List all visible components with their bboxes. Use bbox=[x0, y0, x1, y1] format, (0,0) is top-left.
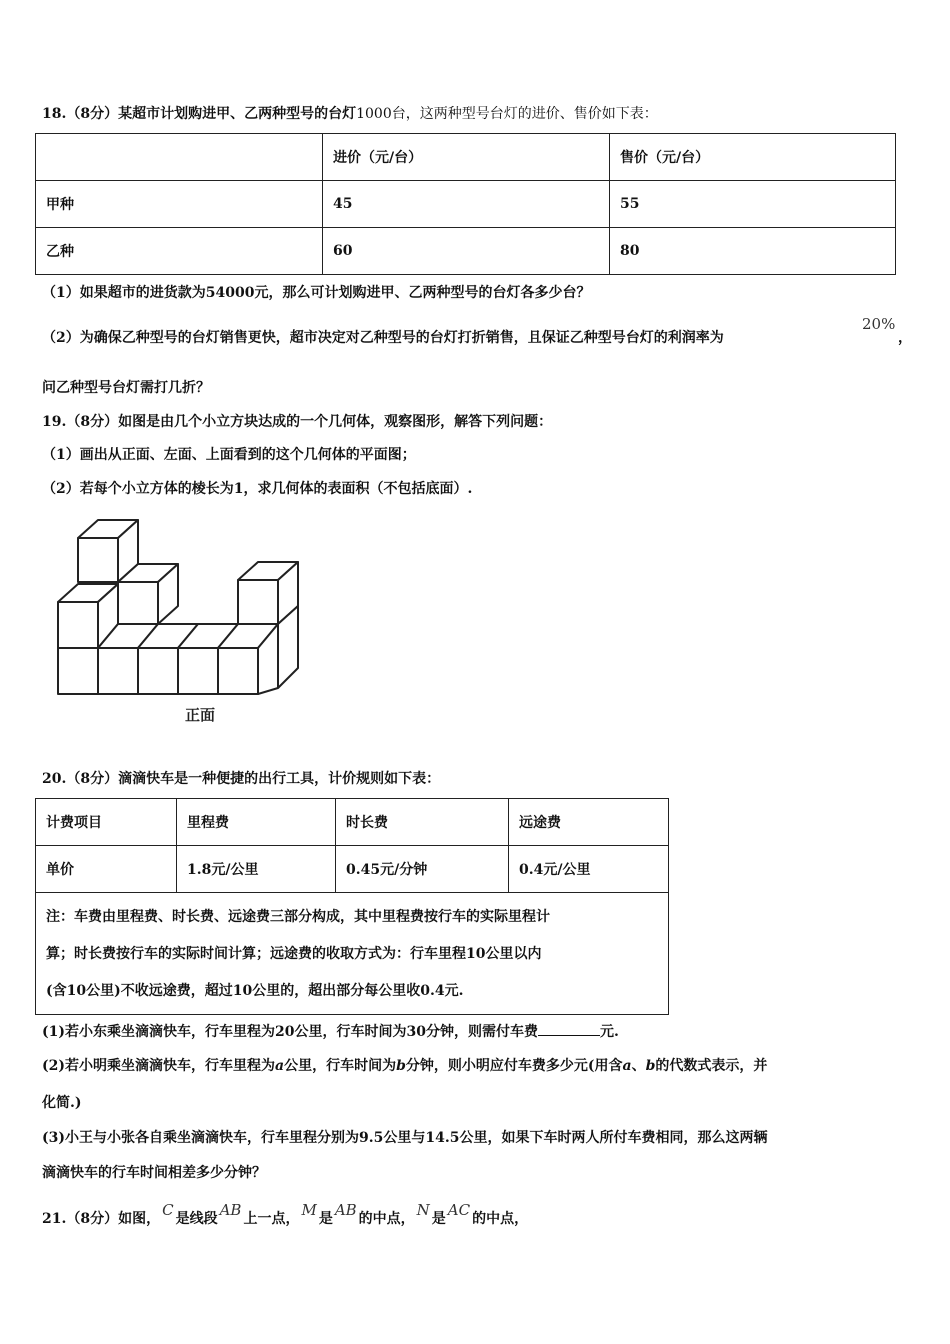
table-cell bbox=[36, 134, 323, 181]
q18-profit-rate bbox=[862, 315, 895, 333]
table-row bbox=[36, 181, 896, 228]
table-cell: 60 bbox=[323, 228, 610, 275]
cube-face bbox=[178, 648, 218, 694]
q18-part2-text: （2）为确保乙种型号的台灯销售更快，超市决定对乙种型号的台灯打折销售，且保证乙种型号台灯的利润率为 bbox=[42, 330, 724, 346]
table-cell: 55 bbox=[610, 181, 896, 228]
q21-text: 上一点， bbox=[243, 1211, 300, 1227]
table-cell: 乙种 bbox=[36, 228, 323, 275]
q20-part2-text: (2)若小明乘坐滴滴快车，行车里程为 bbox=[42, 1058, 275, 1074]
q20-part2-text: 公里，行车时间为 bbox=[284, 1058, 397, 1074]
segment-ab: AB bbox=[219, 1201, 242, 1219]
variable-a: a bbox=[275, 1058, 285, 1074]
q18-part2-line2: 问乙种型号台灯需打几折？ bbox=[42, 380, 210, 396]
table-row bbox=[36, 799, 669, 846]
q18-head-tail: 台，这两种型号台灯的进价、售价如下表： bbox=[391, 106, 658, 122]
cube-face bbox=[58, 648, 98, 694]
q18-head-text: 18.（8分）某超市计划购进甲、乙两种型号的台灯 bbox=[42, 106, 357, 122]
q21-heading bbox=[42, 1201, 529, 1228]
point-m: M bbox=[301, 1201, 317, 1219]
fare-note-line: (含10公里)不收远途费，超过10公里的，超出部分每公里收0.4元. bbox=[46, 983, 464, 999]
q20-part3-line1: (3)小王与小张各自乘坐滴滴快车，行车里程分别为9.5公里与14.5公里，如果下车时两人所付车费相同，那么这两辆 bbox=[42, 1130, 768, 1146]
q18-comma: ， bbox=[898, 330, 912, 346]
cube-face bbox=[138, 648, 178, 694]
q21-text: 的中点， bbox=[472, 1211, 529, 1227]
cube-face bbox=[58, 602, 98, 648]
cube-face bbox=[238, 580, 278, 624]
q20-part2-text: 的代数式表示，并 bbox=[655, 1058, 768, 1074]
variable-b: b bbox=[396, 1058, 406, 1074]
table-header-cell: 售价（元/台） bbox=[610, 134, 896, 181]
q20-part2-text: 、 bbox=[631, 1058, 646, 1074]
table-header-cell: 里程费 bbox=[177, 799, 336, 846]
point-n: N bbox=[416, 1201, 430, 1219]
variable-b: b bbox=[645, 1058, 656, 1074]
cube-face bbox=[98, 648, 138, 694]
table-row bbox=[36, 134, 896, 181]
q18-part1: （1）如果超市的进货款为54000元，那么可计划购进甲、乙两种型号的台灯各多少台？ bbox=[42, 285, 591, 301]
q21-text: 是线段 bbox=[175, 1211, 218, 1227]
q20-part2 bbox=[42, 1055, 767, 1075]
fare-note-cell bbox=[36, 893, 669, 1015]
table-header-cell: 时长费 bbox=[336, 799, 509, 846]
cube-face bbox=[218, 648, 258, 694]
profit-rate-value: 20% bbox=[862, 315, 896, 333]
q21-text: 是 bbox=[431, 1211, 446, 1227]
q18-part2-line1 bbox=[42, 327, 724, 347]
table-cell: 单价 bbox=[36, 846, 177, 893]
table-header-cell: 远途费 bbox=[509, 799, 669, 846]
fare-note-line: 算；时长费按行车的实际时间计算；远途费的收取方式为：行车里程10公里以内 bbox=[46, 946, 542, 962]
segment-ab: AB bbox=[334, 1201, 357, 1219]
table-row bbox=[36, 846, 669, 893]
q18-heading bbox=[42, 103, 658, 123]
q20-part2-cont: 化简.) bbox=[42, 1095, 82, 1111]
table-header-cell: 进价（元/台） bbox=[323, 134, 610, 181]
q20-heading: 20.（8分）滴滴快车是一种便捷的出行工具，计价规则如下表： bbox=[42, 771, 441, 787]
table-cell: 1.8元/公里 bbox=[177, 846, 336, 893]
table-row bbox=[36, 228, 896, 275]
table-cell: 甲种 bbox=[36, 181, 323, 228]
q18-head-number: 1000 bbox=[356, 106, 392, 122]
table-cell: 45 bbox=[323, 181, 610, 228]
q20-part1-text: (1)若小东乘坐滴滴快车，行车里程为20公里，行车时间为30分钟，则需付车费 bbox=[42, 1024, 538, 1040]
table-header-cell: 计费项目 bbox=[36, 799, 177, 846]
q21-text: 21.（8分）如图， bbox=[42, 1211, 161, 1227]
figure-label-front: 正面 bbox=[185, 706, 216, 724]
q18-price-table bbox=[35, 133, 896, 275]
variable-a: a bbox=[622, 1058, 632, 1074]
cube-stack-drawing bbox=[50, 510, 320, 730]
table-cell: 0.4元/公里 bbox=[509, 846, 669, 893]
q20-part1-unit: 元. bbox=[599, 1024, 619, 1040]
answer-blank[interactable] bbox=[538, 1021, 600, 1036]
cube-face bbox=[118, 582, 158, 624]
fare-note-line: 注：车费由里程费、时长费、远途费三部分构成，其中里程费按行车的实际里程计 bbox=[46, 909, 550, 925]
table-row bbox=[36, 893, 669, 1015]
q20-part3-line2: 滴滴快车的行车时间相差多少分钟？ bbox=[42, 1165, 266, 1181]
q20-part1 bbox=[42, 1021, 619, 1041]
q20-fare-table bbox=[35, 798, 669, 1015]
table-cell: 0.45元/分钟 bbox=[336, 846, 509, 893]
q20-part2-text: 分钟，则小明应付车费多少元(用含 bbox=[405, 1058, 623, 1074]
q19-part1: （1）画出从正面、左面、上面看到的这个几何体的平面图； bbox=[42, 447, 416, 463]
q21-text: 的中点， bbox=[358, 1211, 415, 1227]
table-cell: 80 bbox=[610, 228, 896, 275]
segment-ac: AC bbox=[447, 1201, 471, 1219]
cube-face bbox=[78, 538, 118, 582]
q21-text: 是 bbox=[318, 1211, 333, 1227]
q19-part2: （2）若每个小立方体的棱长为1，求几何体的表面积（不包括底面）. bbox=[42, 481, 473, 497]
q19-heading: 19.（8分）如图是由几个小立方块达成的一个几何体，观察图形，解答下列问题： bbox=[42, 414, 553, 430]
point-c: C bbox=[162, 1201, 174, 1219]
cube-figure bbox=[50, 510, 320, 734]
